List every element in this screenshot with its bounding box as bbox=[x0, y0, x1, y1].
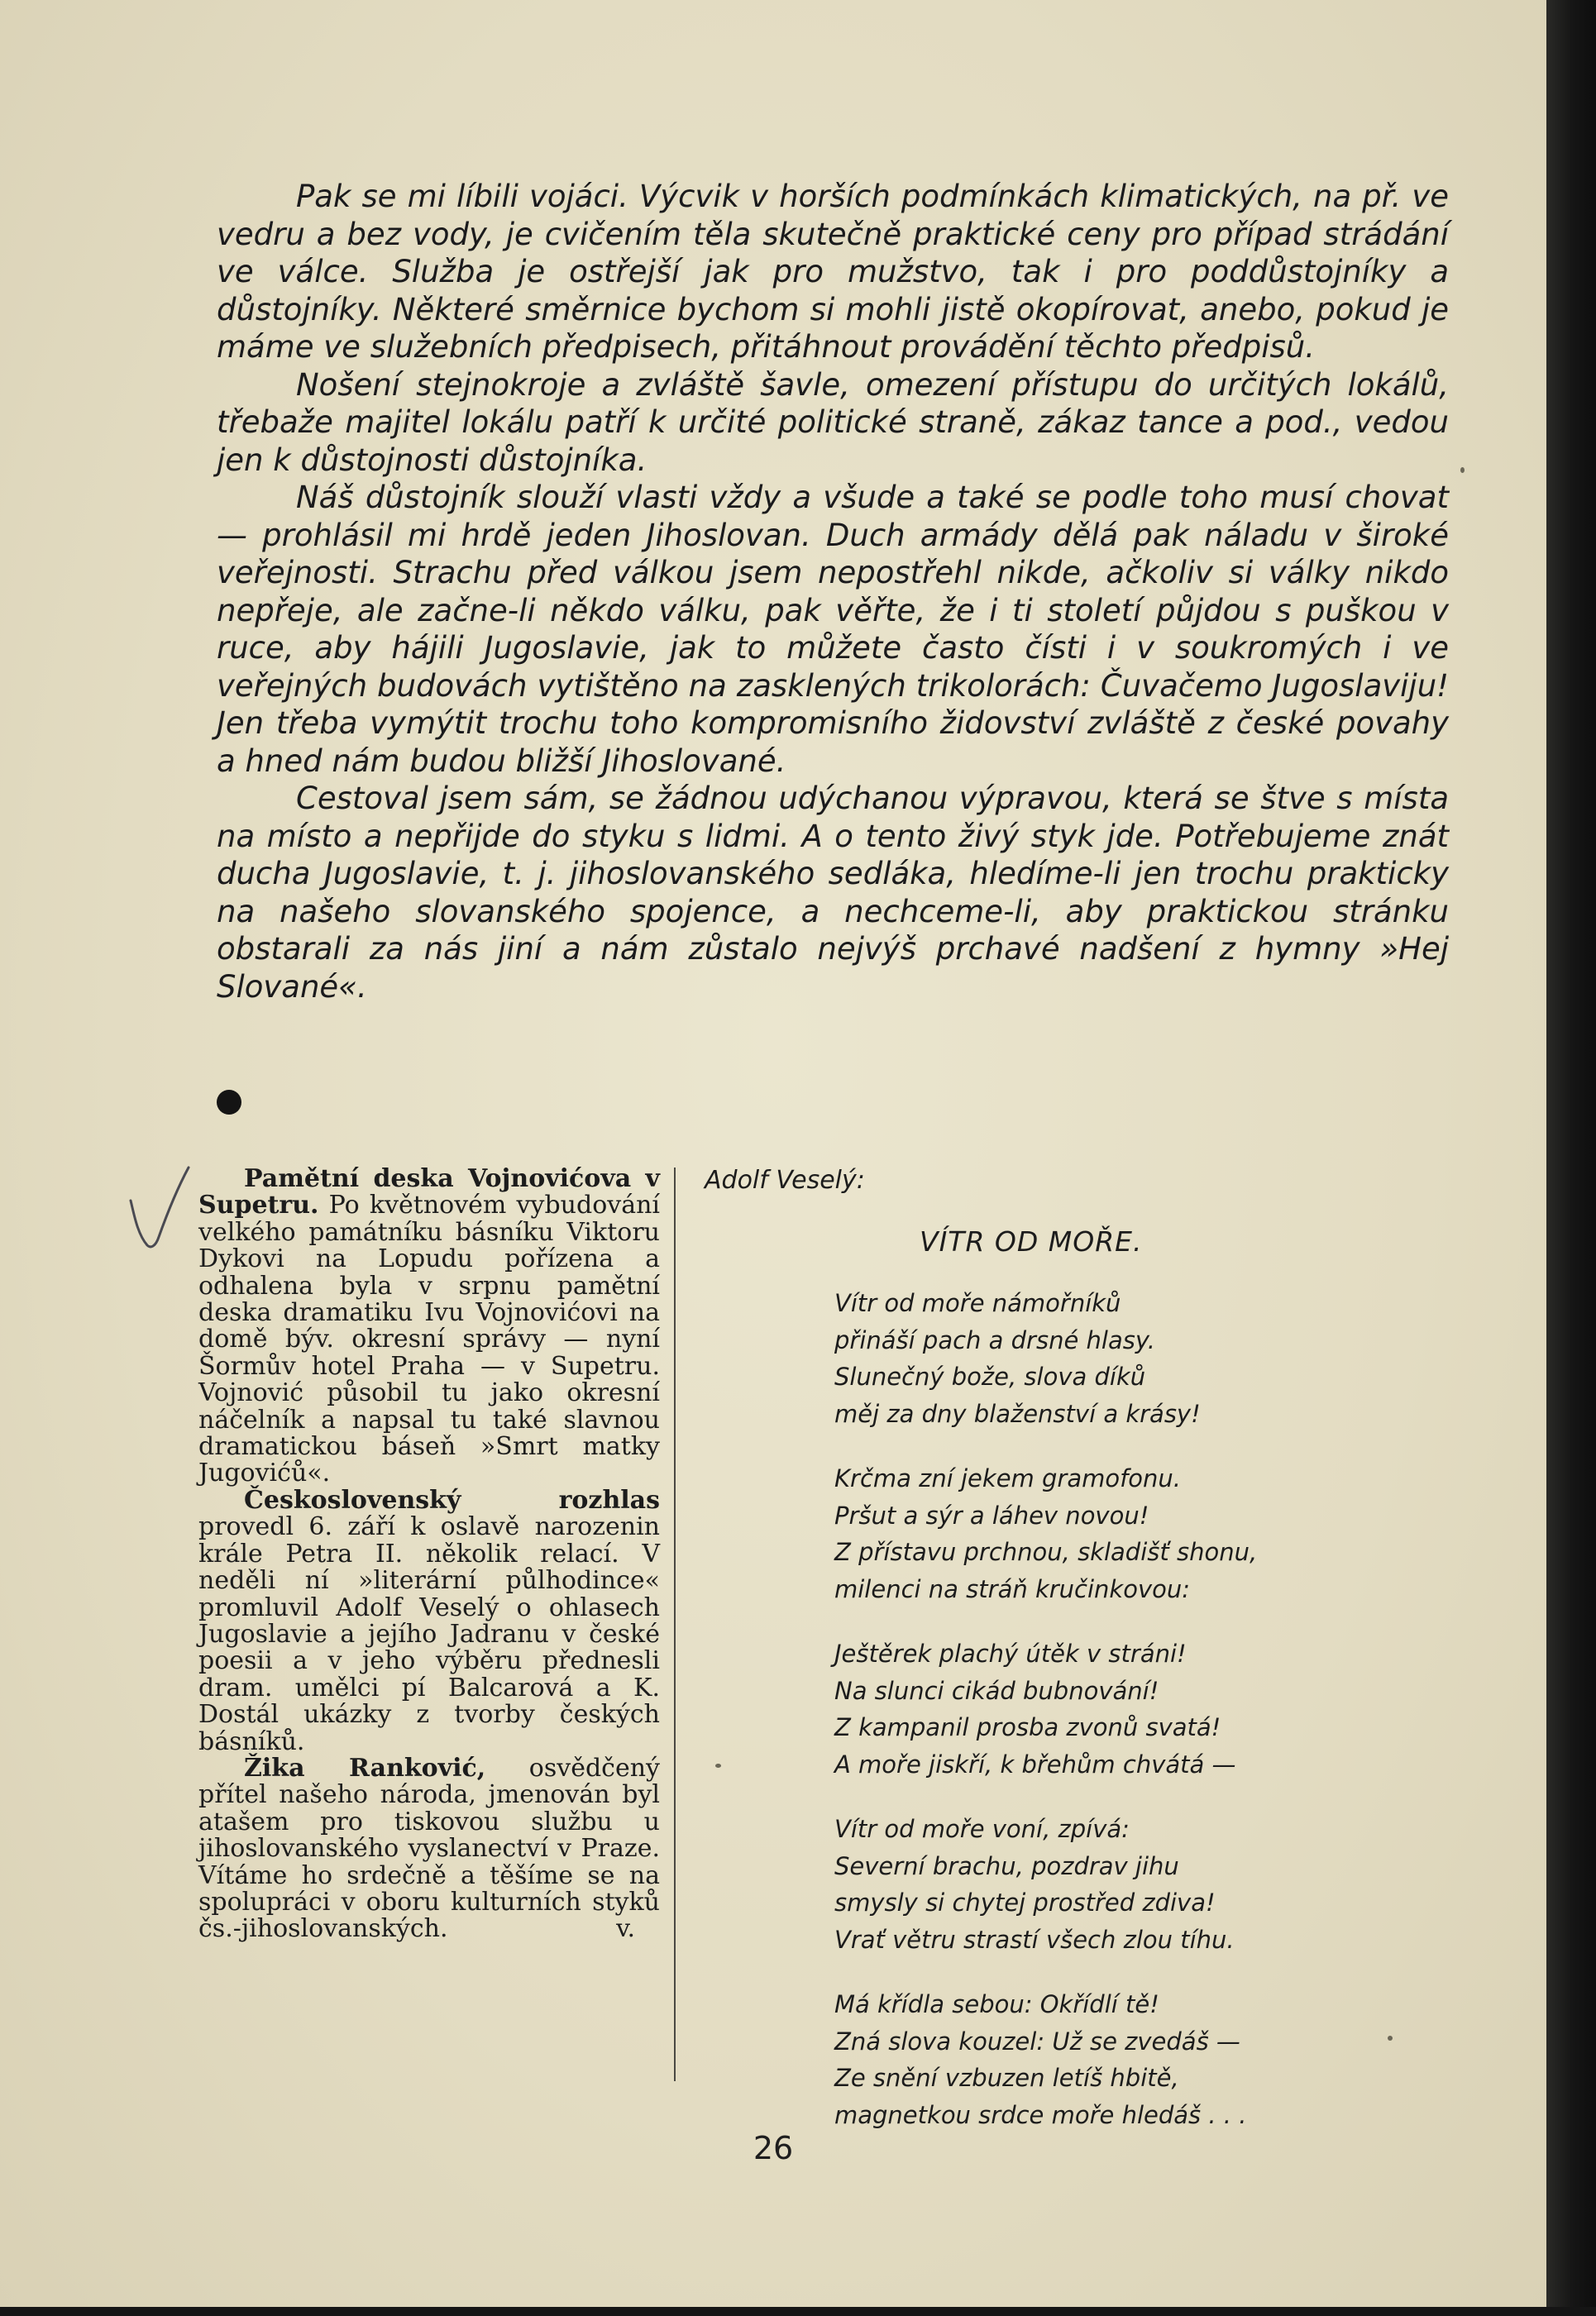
poem-line: Severní brachu, pozdrav jihu bbox=[834, 1851, 1179, 1880]
news-item bbox=[198, 1487, 660, 1755]
page-number: 26 bbox=[753, 2130, 794, 2166]
news-body: osvědčený přítel našeho národa, jmenován byl atašem pro tiskovou službu u jihoslovanského vyslanectví v Praze. Vítáme ho srdečně a těšíme se na spolupráci v oboru kulturních styků čs.-jihoslovanských. bbox=[198, 1753, 660, 1944]
poem-line: Vrať větru strastí všech zlou tíhu. bbox=[834, 1925, 1235, 1954]
poem-line: Vítr od moře námořníků bbox=[834, 1289, 1121, 1317]
news-body: provedl 6. září k oslavě narozenin krále Petra II. několik relací. V neděli ní »literární půlhodince« promluvil Adolf Veselý o ohlasech Jugoslavie a jejího Jadranu v české poesii a v jeho výběru přednesli dram. umělci pí Balcarová a K. Dostál ukázky z tvorby českých básníků. bbox=[198, 1512, 660, 1756]
news-heading: Pamětní deska Vojnovićova v Supetru. bbox=[198, 1164, 660, 1220]
paper-speck bbox=[1388, 2036, 1393, 2041]
scan-border-right bbox=[1546, 0, 1596, 2316]
handwritten-check-icon bbox=[126, 1164, 192, 1255]
article-paragraph: Cestoval jsem sám, se žádnou udýchanou výpravou, která se štve s místa na místo a nepřijde do styku s lidmi. A o tento živý styk jde. Potřebujeme znát ducha Jugoslavie, t. j. jihoslovanského sedláka, hledíme-li jen trochu prakticky na našeho slovanského spojence, a nechceme-li, aby praktickou stránku obstarali za nás jiní a nám zůstalo nejvýš prchavé nadšení z hymny »Hej Slované«. bbox=[217, 781, 1449, 1005]
column-divider bbox=[674, 1168, 676, 2081]
poem-line: Ještěrek plachý útěk v stráni! bbox=[834, 1640, 1187, 1668]
poem-line: magnetkou srdce moře hledáš . . . bbox=[834, 2100, 1247, 2129]
poem-line: Vítr od moře voní, zpívá: bbox=[834, 1815, 1130, 1843]
poem-stanza bbox=[834, 1636, 1449, 1783]
scan-border-bottom bbox=[0, 2307, 1596, 2316]
poem-stanza bbox=[834, 1986, 1449, 2133]
poem-line: Z kampanil prosba zvonů svatá! bbox=[834, 1713, 1221, 1741]
poem-line: Ze snění vzbuzen letíš hbitě, bbox=[834, 2064, 1179, 2092]
poem-stanza bbox=[834, 1460, 1449, 1607]
news-item bbox=[198, 1166, 660, 1487]
section-bullet-icon bbox=[217, 1090, 241, 1115]
poem-line: Z přístavu prchnou, skladišť shonu, bbox=[834, 1538, 1258, 1566]
poem-line: Slunečný bože, slova díků bbox=[834, 1363, 1146, 1391]
poem-stanza bbox=[834, 1285, 1449, 1432]
article-paragraph: Náš důstojník slouží vlasti vždy a všude a také se podle toho musí chovat — prohlásil mi hrdě jeden Jihoslovan. Duch armády dělá pak náladu v široké veřejnosti. Strachu před válkou jsem nepostřehl nikde, ačkoliv si války nikdo nepřeje, ale začne-li někdo válku, pak věřte, že i ti století půjdou s puškou v ruce, aby hájili Jugoslavie, jak to můžete často čísti i v soukromých i ve veřejných budovách vytištěno na zasklených trikolorách: Čuvačemo Jugoslaviju! Jen třeba vymýtit trochu toho kompromisního židovství zvláště z české povahy a hned nám budou bližší Jihoslované. bbox=[217, 480, 1449, 779]
poem-author: Adolf Veselý: bbox=[705, 1166, 865, 1195]
poem-stanza bbox=[834, 1811, 1449, 1958]
poem-line: Na slunci cikád bubnování! bbox=[834, 1676, 1159, 1705]
news-signature: v. bbox=[616, 1914, 635, 1944]
news-heading: Žika Ranković, bbox=[244, 1753, 486, 1783]
article-text bbox=[217, 178, 1449, 1005]
paper-speck bbox=[1460, 467, 1465, 473]
poem-line: Má křídla sebou: Okřídlí tě! bbox=[834, 1990, 1159, 2018]
article-paragraph: Pak se mi líbili vojáci. Výcvik v horších podmínkách klimatických, na př. ve vedru a bez vody, je cvičením těla skutečně praktické ceny pro případ strádání ve válce. Služba je ostřejší jak pro mužstvo, tak i pro poddůstojníky a důstojníky. Některé směrnice bychom si mohli jistě okopírovat, anebo, pokud je máme ve služebních předpisech, přitáhnout provádění těchto předpisů. bbox=[217, 179, 1449, 365]
article-paragraph: Nošení stejnokroje a zvláště šavle, omezení přístupu do určitých lokálů, třebaže majitel lokálu patří k určité politické straně, zákaz tance a pod., vedou jen k důstojnosti důstojníka. bbox=[217, 366, 1449, 478]
news-item bbox=[198, 1755, 660, 1943]
news-column bbox=[198, 1166, 660, 1943]
paper-speck bbox=[715, 1764, 721, 1768]
poem-line: milenci na stráň kručinkovou: bbox=[834, 1574, 1191, 1603]
poem-title: VÍTR OD MOŘE. bbox=[920, 1225, 1143, 1258]
news-heading: Československý rozhlas bbox=[244, 1485, 660, 1515]
poem-line: přináší pach a drsné hlasy. bbox=[834, 1325, 1155, 1354]
poem-line: Pršut a sýr a láhev novou! bbox=[834, 1501, 1149, 1530]
poem-line: Zná slova kouzel: Už se zvedáš — bbox=[834, 2027, 1240, 2056]
poem bbox=[705, 1164, 1449, 2133]
poem-line: A moře jiskří, k břehům chvátá — bbox=[834, 1750, 1236, 1779]
news-body: Po květnovém vybudování velkého památníku básníku Viktoru Dykovi na Lopudu pořízena a odhalena byla v srpnu pamětní deska dramatiku Ivu Vojnovićovi na domě býv. okresní správy — nyní Šormův hotel Praha — v Supetru. Vojnović působil tu jako okresní náčelník a napsal tu také slavnou dramatickou báseň »Smrt matky Jugovićů«. bbox=[198, 1191, 660, 1488]
poem-line: smysly si chytej prostřed zdiva! bbox=[834, 1889, 1216, 1917]
poem-line: Krčma zní jekem gramofonu. bbox=[834, 1464, 1182, 1492]
poem-line: měj za dny blaženství a krásy! bbox=[834, 1399, 1201, 1428]
